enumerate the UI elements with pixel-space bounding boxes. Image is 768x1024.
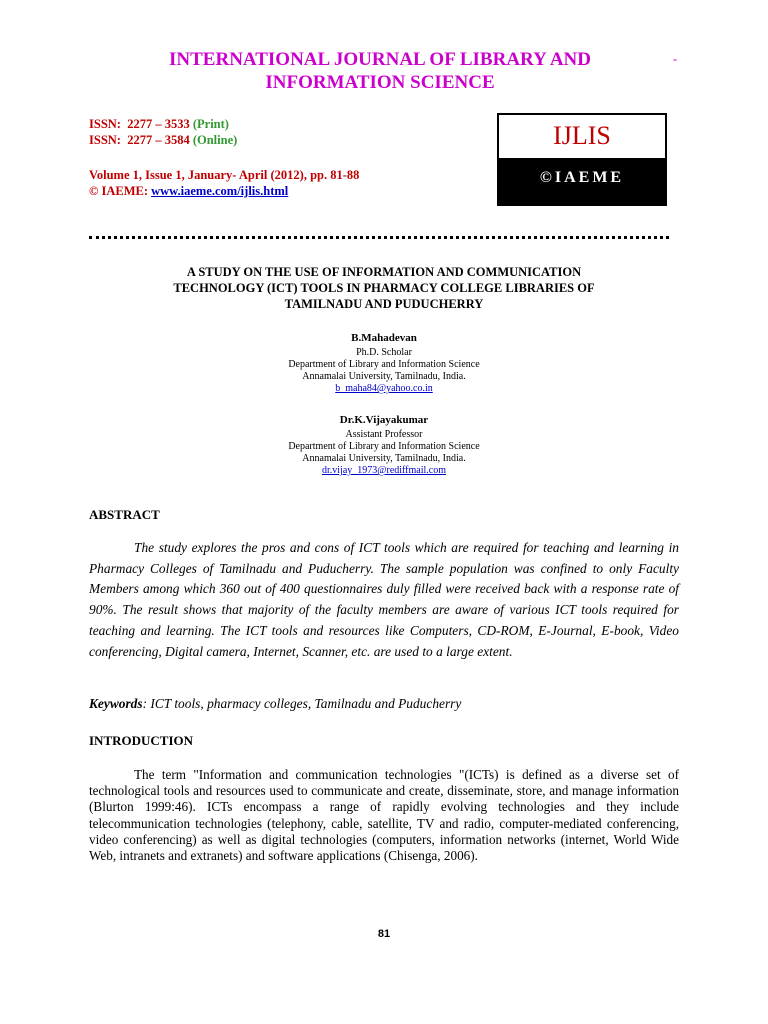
journal-title bbox=[100, 48, 660, 94]
paper-title-line2: TECHNOLOGY (ICT) TOOLS IN PHARMACY COLLEGE LIBRARIES OF bbox=[173, 281, 595, 295]
paper-title-line1: A STUDY ON THE USE OF INFORMATION AND COMMUNICATION bbox=[186, 265, 582, 279]
author-email-link[interactable]: dr.vijay_1973@rediffmail.com bbox=[322, 465, 446, 476]
issn-online-number: 2277 – 3584 bbox=[127, 133, 190, 147]
volume-line: Volume 1, Issue 1, January- April (2012), pp. 81-88 bbox=[89, 168, 360, 182]
issn-print-number: 2277 – 3533 bbox=[127, 117, 190, 131]
author-dept: Department of Library and Information Science bbox=[288, 359, 480, 370]
author-affiliation: Annamalai University, Tamilnadu, India. bbox=[302, 371, 466, 382]
author-block bbox=[200, 332, 568, 395]
author-role: Assistant Professor bbox=[345, 429, 423, 440]
iaeme-line bbox=[89, 183, 359, 199]
paper-title bbox=[110, 264, 658, 312]
page-number: 81 bbox=[377, 928, 391, 940]
iaeme-prefix: © IAEME: bbox=[89, 184, 148, 198]
ijlis-logo-band: ©IAEME bbox=[499, 158, 665, 204]
paper-title-line3: TAMILNADU AND PUDUCHERRY bbox=[284, 297, 484, 311]
keywords-text: : ICT tools, pharmacy colleges, Tamilnadu and Puducherry bbox=[142, 696, 462, 711]
issn-print-label: ISSN: bbox=[89, 117, 121, 131]
author-affiliation: Annamalai University, Tamilnadu, India. bbox=[302, 453, 466, 464]
issn-online bbox=[89, 132, 237, 148]
author-role: Ph.D. Scholar bbox=[356, 347, 412, 358]
introduction-heading: INTRODUCTION bbox=[89, 733, 194, 748]
author-block bbox=[200, 414, 568, 477]
issn-print bbox=[89, 116, 237, 132]
issn-block bbox=[89, 116, 237, 148]
author-name: Dr.K.Vijayakumar bbox=[339, 414, 429, 426]
journal-title-line2: INFORMATION SCIENCE bbox=[265, 72, 495, 93]
journal-title-line1: INTERNATIONAL JOURNAL OF LIBRARY AND bbox=[169, 49, 591, 70]
issn-print-type: (Print) bbox=[192, 117, 229, 131]
issn-online-label: ISSN: bbox=[89, 133, 121, 147]
iaeme-url-link[interactable]: www.iaeme.com/ijlis.html bbox=[151, 184, 289, 198]
ijlis-logo-box bbox=[497, 113, 667, 206]
abstract-heading: ABSTRACT bbox=[89, 507, 160, 522]
dotted-divider bbox=[89, 236, 669, 239]
author-email-link[interactable]: b_maha84@yahoo.co.in bbox=[335, 383, 433, 394]
issn-online-type: (Online) bbox=[192, 133, 238, 147]
volume-block bbox=[89, 167, 359, 199]
author-dept: Department of Library and Information Science bbox=[288, 441, 480, 452]
author-name: B.Mahadevan bbox=[351, 332, 417, 344]
corner-mark: - bbox=[673, 52, 677, 66]
keywords-line bbox=[89, 696, 679, 712]
keywords-label: Keywords bbox=[89, 696, 143, 711]
abstract-body: The study explores the pros and cons of ICT tools which are required for teaching and learning in Pharmacy Colleges of Tamilnadu and Puducherry. The sample population was confined to only Faculty Members among which 360 out of 400 questionnaires duly filled were received back with a response rate of 90%. The result shows that majority of the faculty members are aware of various ICT tools required for teaching and learning. The ICT tools and resources like Computers, CD-ROM, E-Journal, E-book, Video conferencing, Digital camera, Internet, Scanner, etc. are used to a large extent. bbox=[89, 540, 679, 659]
ijlis-logo-name: IJLIS bbox=[553, 121, 611, 150]
introduction-body: The term "Information and communication technologies "(ICTs) is defined as a diverse set of technological tools and resources used to communicate and create, disseminate, store, and manage information (Blurton 1999:46). ICTs encompass a range of rapidly evolving technologies and they include telecommunication technologies (telephony, cable, satellite, TV and radio, computer-mediated conferencing, video conferencing) as well as digital technologies (computers, information networks (internet, World Wide Web, intranets and extranets) and software applications (Chisenga, 2006). bbox=[89, 767, 679, 864]
